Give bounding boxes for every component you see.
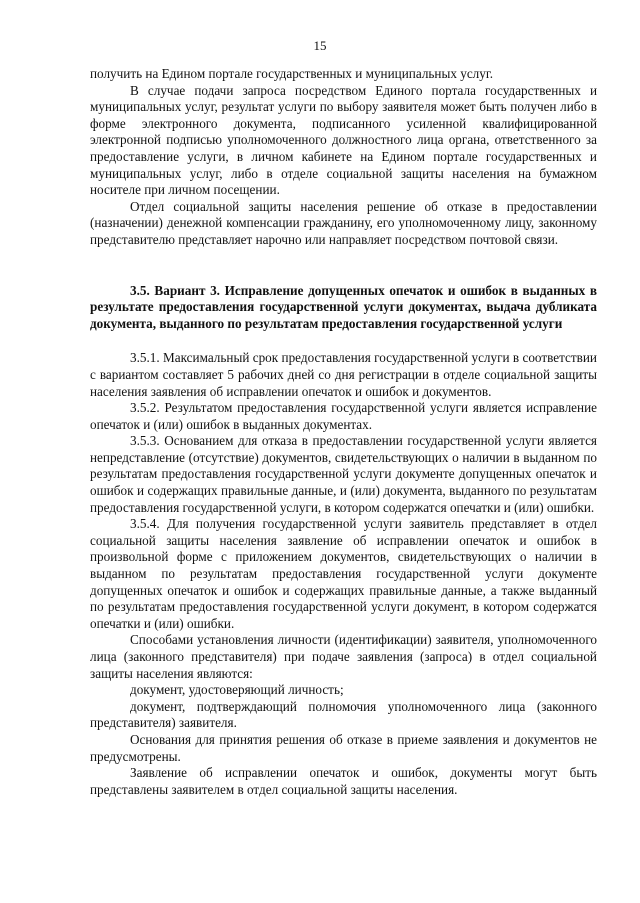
- list-item-authority-document: документ, подтверждающий полномочия уполномоченного лица (законного представителя) заявителя.: [90, 698, 597, 731]
- list-item-identity-document: документ, удостоверяющий личность;: [130, 682, 344, 698]
- paragraph-result-delivery: В случае подачи запроса посредством Единого портала государственных и муниципальных услуг, результат услуги по выбору заявителя может быть получен либо в форме электронного документа, подписанного усиленной квалифицированной электронной подписью уполномоченного должностного лица органа, ответственного за предоставление услуги, в личном кабинете на Едином портале государственных и муниципальных услуг, либо в отделе социальной защиты населения на бумажном носителе при личном посещении.: [90, 82, 597, 198]
- paragraph-refusal-delivery: Отдел социальной защиты населения решение об отказе в предоставлении (назначении) денежной компенсации гражданину, его уполномоченному лицу, законному представителю представляет нарочно или направляет посредством почтовой связи.: [90, 198, 597, 247]
- paragraph-3-5-2: 3.5.2. Результатом предоставления государственной услуги является исправление опечаток и (или) ошибок в выданных документах.: [90, 400, 597, 432]
- document-body: [90, 66, 597, 798]
- page-number: 15: [313, 38, 327, 53]
- paragraph-3-5-4: 3.5.4. Для получения государственной услуги заявитель представляет в отдел социальной защиты населения заявление об исправлении опечаток и ошибок в произвольной форме с приложением документов, свидетельствующих о наличии в выданном по результатам предоставления государственной услуги документе допущенных опечаток и ошибок и содержащих правильные данные, а также выданный по результатам предоставления государственной услуги документ, в котором содержатся опечатки и (или) ошибки.: [90, 516, 597, 631]
- paragraph-identification-methods: Способами установления личности (идентификации) заявителя, уполномоченного лица (законного представителя) при подаче заявления (запроса) в отдел социальной защиты населения являются:: [90, 632, 597, 681]
- paragraph-continuation: получить на Едином портале государственных и муниципальных услуг.: [90, 66, 494, 81]
- section-title: 3.5. Вариант 3. Исправление допущенных опечаток и ошибок в выданных в результате предоставления государственной услуги документах, выдача дубликата документа, выданного по результатам предоставления государственной услуги: [90, 282, 597, 331]
- paragraph-3-5-3: 3.5.3. Основанием для отказа в предоставлении государственной услуги является непредставление (отсутствие) документов, свидетельствующих о наличии в выданном по результатам предоставления государственной услуги документе допущенных опечаток и ошибок и содержащих правильные данные, и (или) документа, выданного по результатам предоставления государственной услуги, в котором содержатся опечатки и (или) ошибки.: [90, 433, 597, 515]
- paragraph-submission: Заявление об исправлении опечаток и ошибок, документы могут быть представлены заявителем в отдел социальной защиты населения.: [90, 765, 597, 797]
- paragraph-no-refusal-grounds: Основания для принятия решения об отказе в приеме заявления и документов не предусмотрены.: [90, 731, 597, 764]
- paragraph-3-5-1: 3.5.1. Максимальный срок предоставления государственной услуги в соответствии с вариантом составляет 5 рабочих дней со дня регистрации в отделе социальной защиты населения заявления об исправлении опечаток и ошибок и документов.: [90, 350, 597, 399]
